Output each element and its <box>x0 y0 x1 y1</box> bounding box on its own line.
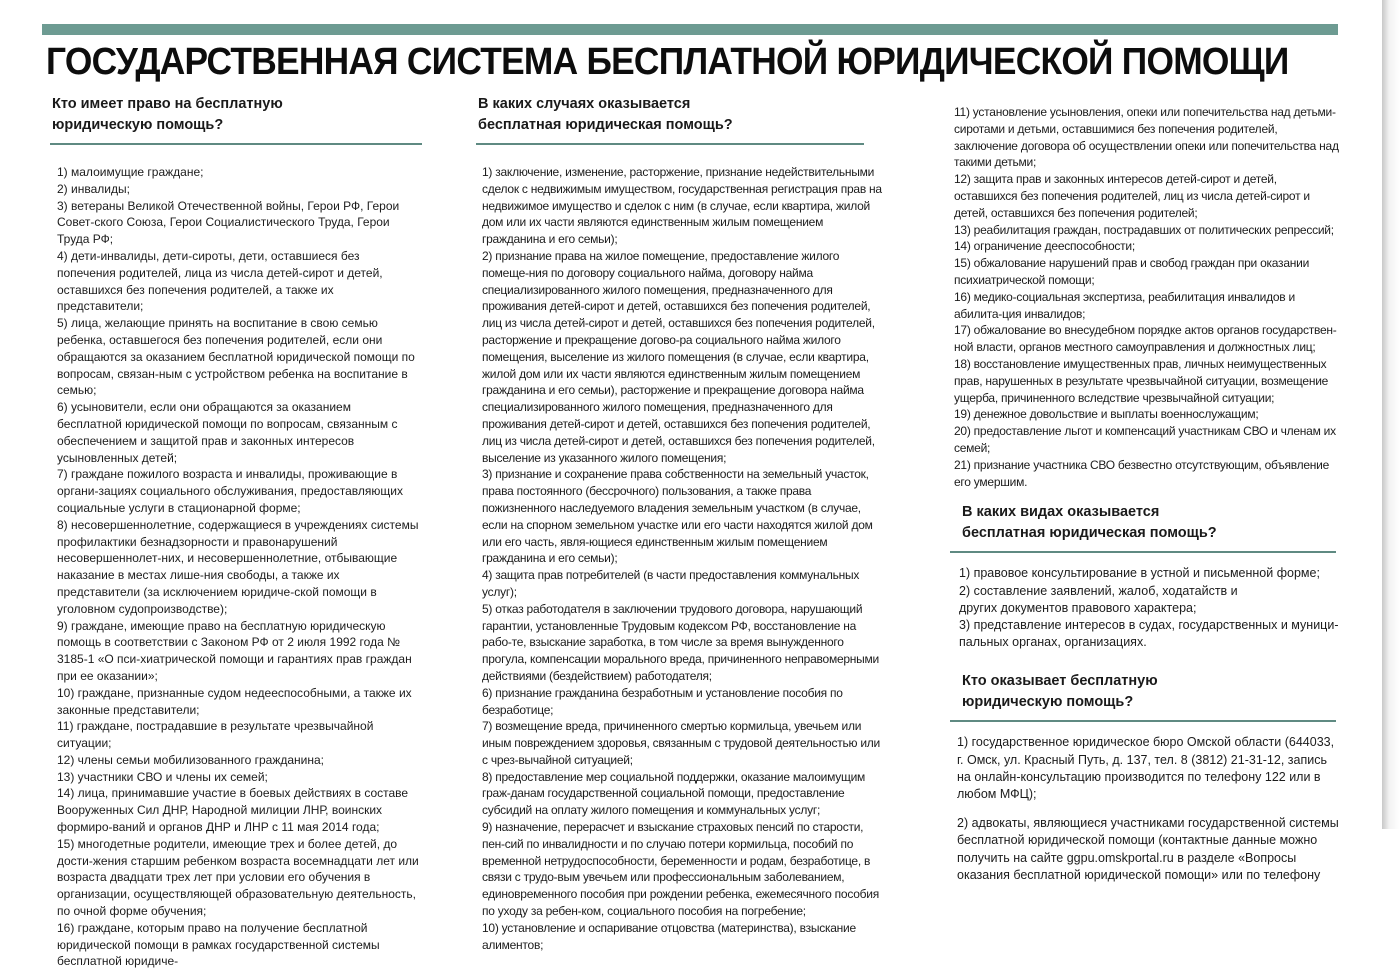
list-item: 9) граждане, имеющие право на бесплатную юридическую помощь в соответствии с Законом РФ от 2 июля 1992 года № 3185-1 «О пси-хиатрической помощи и гарантиях прав граждан при ее оказании»; <box>57 618 412 683</box>
column-eligibility <box>50 94 422 970</box>
column-cases-continued <box>950 104 1340 896</box>
types-list <box>950 565 1340 651</box>
list-item: 1) заключение, изменение, расторжение, признание недействительными сделок с недвижимым имуществом, государственная регистрация прав на недвижимое имущество и сделок с ним (в случае, если квартира, жилой дом или их части являются единственным жилым помещением гражданина и его семьи); <box>482 165 882 247</box>
list-item: 5) отказ работодателя в заключении трудового договора, нарушающий гарантии, установленные Трудовым кодексом РФ, восстановление на рабо-те, взыскание заработка, в том числе за время вынужденного прогула, компенсации морального вреда, причиненного неправомерными действиями (бездействием) работодателя; <box>482 601 879 683</box>
section-heading-types: В каких видах оказывается бесплатная юридическая помощь? <box>962 504 1217 542</box>
list-item: 4) дети-инвалиды, дети-сироты, дети, оставшиеся без попечения родителей, лица из числа детей-сирот и детей, оставшихся без попечения родителей, а также их представители; <box>57 248 383 314</box>
list-item: 17) обжалование во внесудебном порядке актов органов государствен-ной власти, органов местного самоуправления и должностных лиц; <box>954 323 1337 355</box>
section-heading-eligibility: Кто имеет право на бесплатную юридическую помощь? <box>52 96 283 133</box>
list-item: 14) ограничение дееспособности; <box>954 239 1135 254</box>
list-item: 3) представление интересов в судах, государственных и муници-пальных органах, организациях. <box>959 617 1339 650</box>
eligibility-list <box>50 164 419 970</box>
list-item: 21) признание участника СВО безвестно отсутствующим, объявление его умершим. <box>954 457 1330 489</box>
list-item: 11) установление усыновления, опеки или попечительства над детьми-сиротами и детьми, оставшимися без попечения родителей, заключение договора об осуществлении опеки или попечительства над <box>954 105 1339 153</box>
list-item: 19) денежное довольствие и выплаты военнослужащим; <box>954 407 1259 422</box>
list-item: 5) лица, желающие принять на воспитание в свою семью ребенка, оставшегося без попечения родителей, если они обращаются за оказанием бесплатной юридической помощи по вопросам, связан-ным с устройством ребенка на воспитание в семью; <box>57 316 415 398</box>
list-item: 13) реабилитация граждан, пострадавших от политических репрессий; <box>954 222 1334 237</box>
cases-list-continued <box>950 104 1342 490</box>
list-item: 12) защита прав и законных интересов детей-сирот и детей, оставшихся без попечения родителей, лиц из числа детей-сирот и детей, оставшихся без попечения родителей; <box>954 172 1310 220</box>
list-item: 10) граждане, признанные судом недееспособными, а также их законные представители; <box>57 685 412 717</box>
section-heading-providers: Кто оказывает бесплатную юридическую помощь? <box>962 673 1158 711</box>
providers-list <box>950 734 1340 884</box>
list-item: 3) ветераны Великой Отечественной войны, Герои РФ, Герои Совет-ского Союза, Герои Социалистического Труда, Герои Труда РФ; <box>57 198 400 247</box>
section-divider <box>950 551 1336 553</box>
list-item: 2) составление заявлений, жалоб, ходатайств и <box>959 583 1238 598</box>
page-edge-shadow <box>1382 0 1400 829</box>
cases-list <box>476 164 884 953</box>
column-cases <box>476 94 882 953</box>
list-item: 13) участники СВО и члены их семей; <box>57 769 268 784</box>
list-item: 20) предоставление льгот и компенсаций участникам СВО и членам их семей; <box>954 424 1336 455</box>
list-item: 16) медико-социальная экспертиза, реабилитация инвалидов и абилита-ция инвалидов; <box>954 289 1295 321</box>
list-item: 15) обжалование нарушений прав и свобод граждан при оказании психиатрической помощи; <box>954 256 1310 287</box>
list-item: 10) установление и оспаривание отцовства (материнства), взыскание алиментов; <box>482 920 856 952</box>
list-item: 16) граждане, которым право на получение бесплатной юридической помощи в рамках государственной системы бесплатной юридиче- <box>57 920 380 969</box>
list-item: 7) граждане пожилого возраста и инвалиды, проживающие в органи-зациях социального обслуживания, предоставляющих социальные услуги в стационарной форме; <box>57 467 403 515</box>
list-item: 8) несовершеннолетние, содержащиеся в учреждениях системы профилактики безнадзорности и правонарушений несовершеннолет-них, и несовершеннолетние, отбывающие наказание в местах лише-ния свободы, а также их представители (за исключением юридиче-ской помощи в уголовном судопроизводстве); <box>57 517 419 616</box>
list-item: 1) государственное юридическое бюро Омской области (644033, г. Омск, ул. Красный Путь, д. 137, тел. 8 (3812) 21-31-12, запись на онлайн-консультацию производится по телефону 122 или в любом МФЦ); <box>957 735 1335 801</box>
section-divider <box>50 143 422 145</box>
list-item: такими детьми; <box>954 155 1037 170</box>
list-item: 1) малоимущие граждане; <box>57 165 204 179</box>
list-item: 3) признание и сохранение права собственности на земельный участок, права постоянного (бессрочного) пользования, а также права пожизненного наследуемого владения земельным участком (в случае, если на спорном земельном участке или его части находятся жилой дом или его часть, явля-ющиеся единственным жилым помещением гражданина и его семьи); <box>482 467 873 566</box>
list-item: 14) лица, принимавшие участие в боевых действиях в составе Вооруженных Сил ДНР, Народной милиции ЛНР, воинских формиро-ваний и органов ДНР и ЛНР с 11 мая 2014 года; <box>57 786 409 835</box>
header-accent-bar <box>42 24 1338 35</box>
section-divider <box>476 143 864 145</box>
list-item: 2) признание права на жилое помещение, предоставление жилого помеще-ния по договору социального найма, договору найма специализированного жилого помещения, предназначенного для проживания детей-сирот и детей, оставшихся без попечения родителей, лиц из числа детей-сирот и детей, оставшихся без попечения родителей, расторжение и прекращение догово-ра социального найма жилого помещения, выселение из жилого помещения (в случае, если квартира, жилой дом или их части являются единственным жилым помещением гражданина и его семьи), расторжение и прекращение договора найма специализированного жилого помещения, предназначенного для проживания детей-сирот и детей, оставшихся без попечения родителей, лиц из числа детей-сирот и детей, оставшихся без попечения родителей, выселение из указанного жилого помещения; <box>482 248 875 465</box>
list-item: 2) инвалиды; <box>57 181 130 196</box>
list-item: 2) адвокаты, являющиеся участниками государственной системы бесплатной юридической помощи (контактные данные можно получить на сайте ggpu.omskportal.ru в разделе «Вопросы оказания бесплатной юридической помощи» или по телефону <box>957 816 1339 882</box>
list-item: 12) члены семьи мобилизованного гражданина; <box>57 752 325 767</box>
list-item: 11) граждане, пострадавшие в результате чрезвычайной ситуации; <box>57 719 374 751</box>
list-item: 8) предоставление мер социальной поддержки, оказание малоимущим граж-данам государственной социальной помощи, предоставление субсидий на оплату жилого помещения и коммунальных услуг; <box>482 769 866 818</box>
list-item: 1) правовое консультирование в устной и письменной форме; <box>959 566 1320 581</box>
list-item: 9) назначение, перерасчет и взыскание страховых пенсий по старости, пен-сий по инвалидности и по случаю потери кормильца, пособий по временной нетрудоспособности, беременности и родам, безработице, в связи с трудо-вым увечьем или профессиональным заболеванием, единовременного пособия при рождении ребенка, ежемесячного пособия по уходу за ребен-ком, социального пособия на погребение; <box>482 820 879 919</box>
list-item: 6) признание гражданина безработным и установление пособия по безработице; <box>482 685 843 717</box>
page-title: ГОСУДАРСТВЕННАЯ СИСТЕМА БЕСПЛАТНОЙ ЮРИДИЧЕСКОЙ ПОМОЩИ <box>46 41 1289 83</box>
section-divider <box>950 720 1336 722</box>
section-heading-cases: В каких случаях оказывается бесплатная юридическая помощь? <box>478 96 733 133</box>
list-item: других документов правового характера; <box>959 600 1197 615</box>
list-item: 7) возмещение вреда, причиненного смертью кормильца, увечьем или иным повреждением здоровья, связанным с трудовой деятельностью или с чрез-вычайной ситуацией; <box>482 719 880 767</box>
list-item: 4) защита прав потребителей (в части предоставления коммунальных услуг); <box>482 568 860 599</box>
list-item: 15) многодетные родители, имеющие трех и более детей, до дости-жения старшим ребенком возраста восемнадцати лет или возраста двадцати трех лет при условии его обучения в организации, осуществляющей образовательную деятельность, по очной форме обучения; <box>57 836 419 919</box>
list-item: 18) восстановление имущественных прав, личных неимущественных прав, нарушенных в результате чрезвычайной ситуации, возмещение ущерба, причиненного вследствие чрезвычайной ситуации; <box>954 356 1329 405</box>
list-item: 6) усыновители, если они обращаются за оказанием бесплатной юридической помощи по вопросам, связанным с обеспечением и защитой прав и законных интересов усыновленных детей; <box>57 400 398 465</box>
